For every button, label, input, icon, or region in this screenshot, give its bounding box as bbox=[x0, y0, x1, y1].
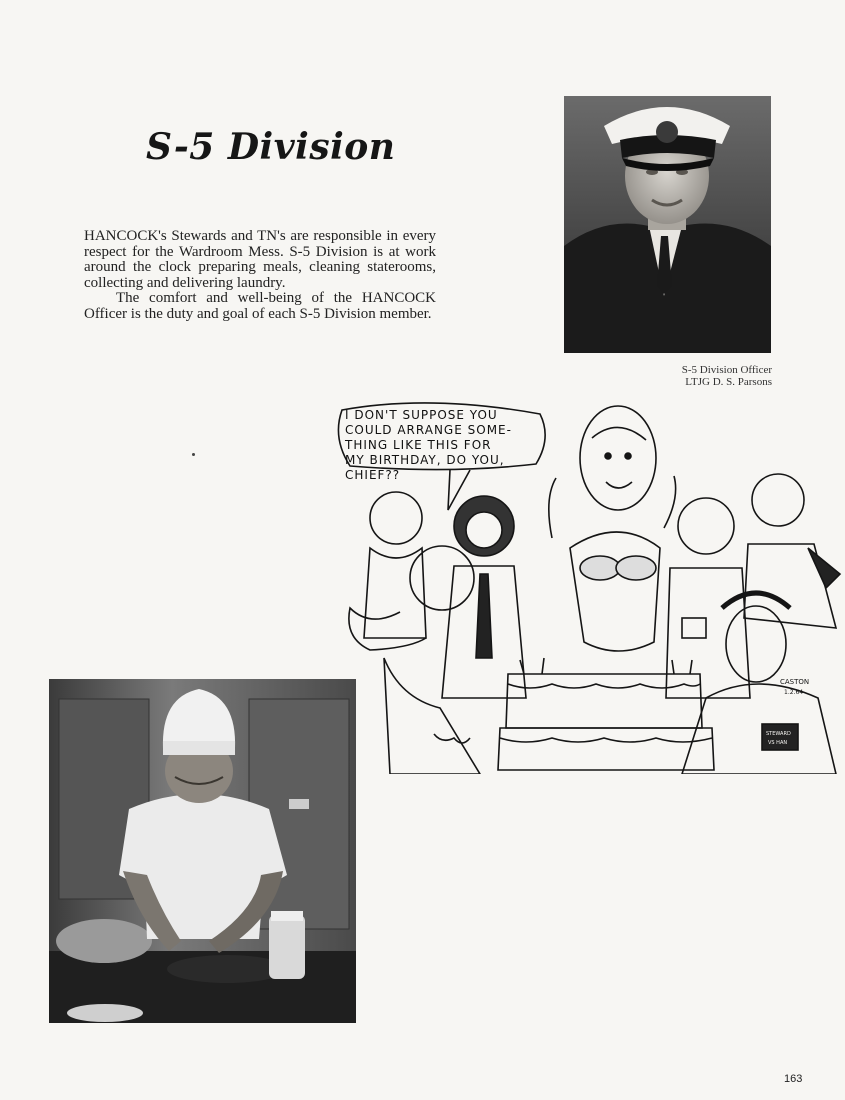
page-title: S-5 Division bbox=[146, 126, 396, 168]
body-paragraph: HANCOCK's Stewards and TN's are responsible in every respect for the Wardroom Mess. S-5 Division is at work around the clock preparing meals, cleaning staterooms, collecting and delivering laundry. bbox=[84, 228, 436, 291]
stray-ink-dot bbox=[192, 453, 195, 456]
caption-name: LTJG D. S. Parsons bbox=[685, 376, 772, 388]
sailor-figures bbox=[349, 474, 840, 774]
patch-text-line2: VS HAN bbox=[768, 740, 788, 746]
page-number: 163 bbox=[784, 1073, 803, 1085]
speech-bubble-text: I DON'T SUPPOSE YOU COULD ARRANGE SOME- THING LIKE THIS FOR MY BIRTHDAY, DO YOU, CHIEF?? bbox=[345, 408, 512, 482]
artist-date: 1.2.64 bbox=[784, 689, 804, 696]
officer-portrait-photo bbox=[564, 96, 771, 353]
cake bbox=[506, 674, 702, 728]
cook-photo bbox=[49, 679, 356, 1023]
caption-title: S-5 Division Officer bbox=[681, 364, 772, 376]
photo-caption bbox=[560, 364, 772, 388]
body-paragraph: The comfort and well-being of the HANCOCK Officer is the duty and goal of each S-5 Division member. bbox=[84, 290, 436, 322]
body-text bbox=[84, 229, 436, 322]
artist-signature: CASTON bbox=[780, 678, 810, 686]
woman-figure bbox=[580, 406, 656, 510]
patch-text: STEWARD bbox=[766, 731, 791, 737]
